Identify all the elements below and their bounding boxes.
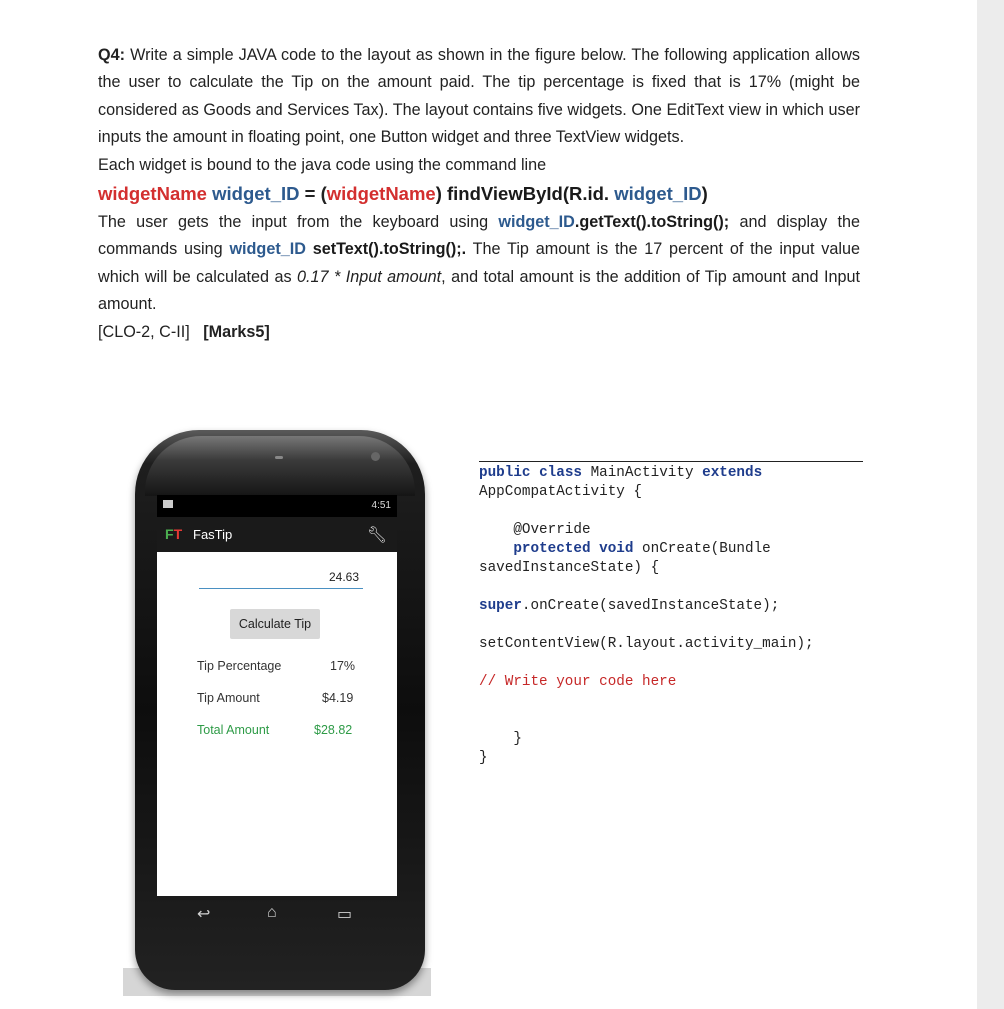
code-blank-2 <box>479 578 863 597</box>
app-logo-f: F <box>165 526 174 542</box>
code-line-5: savedInstanceState) { <box>479 560 660 576</box>
cmd-close: ) <box>701 183 708 205</box>
code-line-6 <box>479 597 863 616</box>
camera-icon <box>371 452 380 461</box>
clo-label: [CLO-2, C-II] <box>98 322 190 341</box>
phone-screen <box>157 495 397 896</box>
back-icon[interactable]: ↩ <box>197 906 211 923</box>
app-title: FasTip <box>193 527 233 542</box>
input-pre: The user gets the input from the keyboard using <box>98 213 499 232</box>
mail-notification-icon <box>163 500 173 508</box>
calculate-tip-button[interactable]: Calculate Tip <box>230 609 320 639</box>
kw-public: public <box>479 465 531 481</box>
cmd-eq: = ( <box>299 183 327 205</box>
code-blank-3 <box>479 616 863 635</box>
code-line-7: setContentView(R.layout.activity_main); <box>479 636 814 652</box>
total-amount-label: Total Amount <box>197 723 270 737</box>
code-comment: // Write your code here <box>479 674 677 690</box>
total-amount-value: $28.82 <box>314 723 353 737</box>
tip-amount-label: Tip Amount <box>197 691 260 705</box>
amount-input[interactable] <box>199 566 363 589</box>
code-line-9: } <box>479 731 522 747</box>
tip-percentage-label: Tip Percentage <box>197 659 282 673</box>
code-blank-4 <box>479 654 863 673</box>
action-bar <box>157 517 397 552</box>
speaker-grille <box>275 456 283 459</box>
oncreate-signature: onCreate(Bundle <box>633 541 771 557</box>
page-sidebar-strip <box>977 0 1004 1009</box>
app-logo-t: T <box>173 526 183 542</box>
code-blank-6 <box>479 711 863 730</box>
question-intro-text: Write a simple JAVA code to the layout as shown in the figure below. The following application allows the user to calculate the Tip on the amount paid. The tip percentage is fixed that is 17% (might be considered as Goods and Services Tax). The layout contains five widgets. One EditText view in which user inputs the amount in floating point, one Button widget and three TextView widgets. <box>98 46 860 147</box>
bound-line: Each widget is bound to the java code using the command line <box>98 155 547 174</box>
kw-extends: extends <box>702 465 763 481</box>
input-paragraph <box>98 209 860 319</box>
code-blank-5 <box>479 692 863 711</box>
input-set: widget_ID <box>229 240 306 259</box>
code-blank-1 <box>479 502 863 521</box>
question-intro <box>98 42 860 152</box>
input-mid: and display the commands using <box>98 213 860 259</box>
input-formula: 0.17 * Input amount <box>297 267 442 286</box>
input-get2: .getText().toString(); <box>574 213 730 232</box>
cmd-widget-id: widget_ID <box>212 183 300 205</box>
input-set2: setText().toString();. <box>305 240 467 259</box>
status-time: 4:51 <box>371 500 391 511</box>
input-get: widget_ID <box>498 213 575 232</box>
command-line <box>98 179 860 209</box>
code-line-10: } <box>479 750 488 766</box>
code-line-4 <box>479 540 863 559</box>
kw-super: super <box>479 598 522 614</box>
kw-protected: protected <box>513 541 591 557</box>
cmd-find: ) findViewById(R.id. <box>435 183 610 205</box>
phone-bezel <box>145 436 415 496</box>
cmd-widget-name: widgetName <box>98 183 207 205</box>
input-post1: The Tip amount is the 17 percent of the input value which will be calculated as <box>98 240 861 286</box>
nav-bar <box>157 896 397 936</box>
question-label: Q4: <box>98 46 125 64</box>
wrench-icon[interactable]: 🔧︎ <box>366 527 387 544</box>
code-line-2: AppCompatActivity { <box>479 484 643 500</box>
code-line-1 <box>479 464 863 483</box>
cmd-widget-name2: widgetName <box>326 183 436 205</box>
class-name: MainActivity <box>581 465 703 481</box>
code-line-3: @Override <box>479 522 591 538</box>
home-icon[interactable]: ⌂ <box>267 904 277 921</box>
recent-apps-icon[interactable]: ▭ <box>337 906 353 923</box>
input-post2: , and total amount is the addition of Tip amount and Input amount. <box>98 267 860 314</box>
marks-line <box>98 319 860 346</box>
cmd-widget-id2: widget_ID <box>614 183 702 205</box>
status-bar <box>157 495 397 517</box>
question-text <box>98 42 860 346</box>
super-call: .onCreate(savedInstanceState); <box>521 598 780 614</box>
phone-mockup <box>123 428 431 996</box>
kw-class: class <box>539 465 582 481</box>
tip-amount-value: $4.19 <box>322 691 354 705</box>
marks-label: [Marks5] <box>203 322 270 341</box>
tip-percentage-value: 17% <box>330 659 356 673</box>
app-logo <box>165 526 182 542</box>
kw-void: void <box>599 541 634 557</box>
code-block <box>479 461 863 768</box>
